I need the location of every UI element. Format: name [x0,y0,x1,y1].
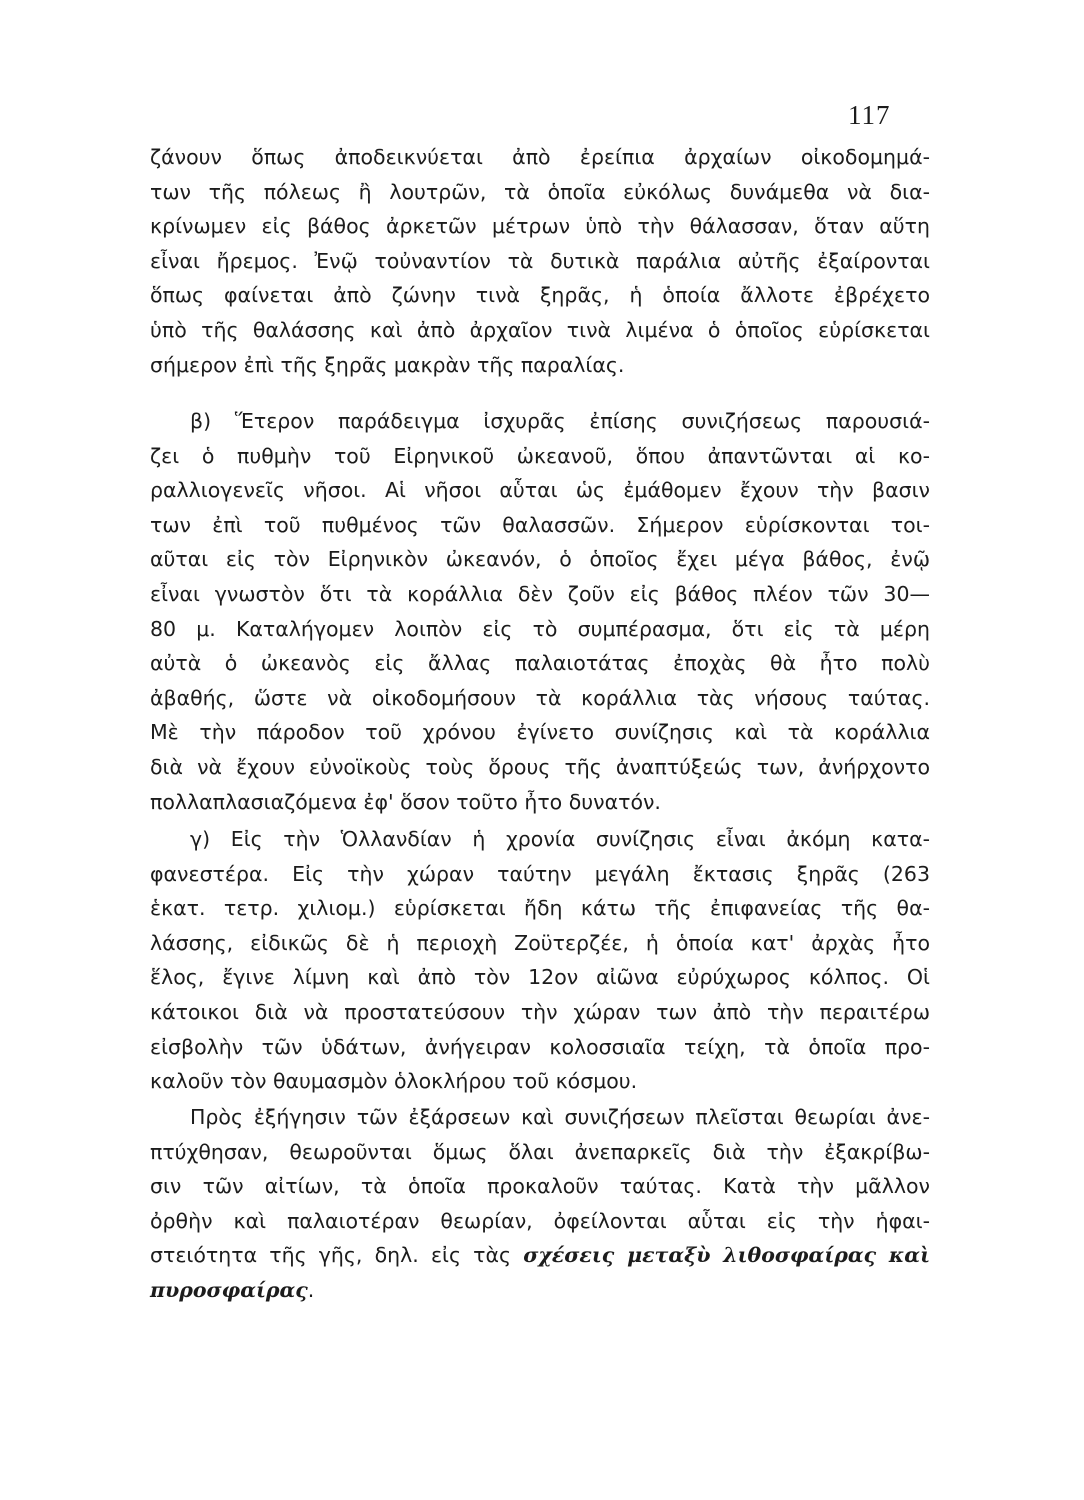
text-line: αὐτὰ ὁ ὠκεανὸς εἰς ἄλλας παλαιοτάτας ἐποχὰς θὰ ἦτο πολὺ [150,651,930,676]
text-line: σήμερον ἐπὶ τῆς ξηρᾶς μακρὰν τῆς παραλίας. [150,352,625,377]
text-line [150,1238,930,1273]
text-line [150,1273,930,1308]
text-line: των τῆς πόλεως ἢ λουτρῶν, τὰ ὁποῖα εὐκόλως δυνάμεθα νὰ δια- [150,179,930,204]
emphasized-text: πυροσφαίρας [150,1277,308,1302]
text-line: ἑκατ. τετρ. χιλιομ.) εὑρίσκεται ἤδη κάτω τῆς ἐπιφανείας τῆς θα- [150,896,930,921]
text-line: εἶναι γνωστὸν ὅτι τὰ κοράλλια δὲν ζοῦν εἰς βάθος πλέον τῶν 30— [150,581,930,606]
text-line: εἰσβολὴν τῶν ὑδάτων, ἀνήγειραν κολοσσιαῖα τείχη, τὰ ὁποῖα προ- [150,1034,930,1059]
text-line: διὰ νὰ ἔχουν εὐνοϊκοὺς τοὺς ὅρους τῆς ἀναπτύξεώς των, ἀνήρχοντο [150,754,930,779]
paragraph-2 [150,404,930,819]
text-line: αῦται εἰς τὸν Εἰρηνικὸν ὠκεανόν, ὁ ὁποῖος ἔχει μέγα βάθος, ἐνῷ [150,547,930,572]
text-line: Πρὸς ἐξήγησιν τῶν ἐξάρσεων καὶ συνιζήσεων πλεῖσται θεωρίαι ἀνε- [190,1105,930,1129]
paragraph-3 [150,822,930,1099]
text-line: β) Ἕτερον παράδειγμα ἰσχυρᾶς ἐπίσης συνιζήσεως παρουσιά- [190,409,930,433]
text-line: ζει ὁ πυθμὴν τοῦ Εἰρηνικοῦ ὠκεανοῦ, ὅπου ἀπαντῶνται αἱ κο- [150,443,930,468]
text-line: ραλλιογενεῖς νῆσοι. Αἱ νῆσοι αὗται ὡς ἐμάθομεν ἔχουν τὴν βασιν [150,478,930,503]
text-line: ζάνουν ὅπως ἀποδεικνύεται ἀπὸ ἐρείπια ἀρχαίων οἰκοδομημά- [150,145,930,169]
text-line: κάτοικοι διὰ νὰ προστατεύσουν τὴν χώραν των ἀπὸ τὴν περαιτέρω [150,999,930,1024]
text-line: σιν τῶν αἰτίων, τὰ ὁποῖα προκαλοῦν ταύτας. Κατὰ τὴν μᾶλλον [150,1174,930,1199]
text-line: εἶναι ἤρεμος. Ἐνῷ τοὐναντίον τὰ δυτικὰ παράλια αὐτῆς ἐξαίρονται [150,248,930,273]
text-line: ὑπὸ τῆς θαλάσσης καὶ ἀπὸ ἀρχαῖον τινὰ λιμένα ὁ ὁποῖος εὑρίσκεται [150,317,930,342]
text-line: πτύχθησαν, θεωροῦνται ὅμως ὅλαι ἀνεπαρκεῖς διὰ τὴν ἐξακρίβω- [150,1139,930,1164]
text-line: γ) Εἰς τὴν Ὁλλανδίαν ἡ χρονία συνίζησις εἶναι ἀκόμη κατα- [190,827,930,851]
text-line: ἕλος, ἔγινε λίμνη καὶ ἀπὸ τὸν 12ον αἰῶνα εὐρύχωρος κόλπος. Οἱ [150,965,930,990]
text-line: φανεστέρα. Εἰς τὴν χώραν ταύτην μεγάλη ἔκτασις ξηρᾶς (263 [150,861,930,886]
text-line: ἀβαθής, ὥστε νὰ οἰκοδομήσουν τὰ κοράλλια τὰς νήσους ταύτας. [150,685,930,710]
text-line: 80 μ. Καταλήγομεν λοιπὸν εἰς τὸ συμπέρασμα, ὅτι εἰς τὰ μέρη [150,616,930,641]
text-line: λάσσης, εἰδικῶς δὲ ἡ περιοχὴ Ζοϋτερζέε, ἡ ὁποία κατ' ἀρχὰς ἦτο [150,930,930,955]
emphasized-text: σχέσεις μεταξὺ λιθοσφαίρας καὶ [523,1243,930,1268]
text-line: Μὲ τὴν πάροδον τοῦ χρόνου ἐγίνετο συνίζησις καὶ τὰ κοράλλια [150,720,930,745]
paragraph-4 [150,1100,930,1308]
page-number: 117 [848,100,891,130]
paragraph-1 [150,140,930,382]
text-line: ὅπως φαίνεται ἀπὸ ζώνην τινὰ ξηρᾶς, ἡ ὁποία ἄλλοτε ἐβρέχετο [150,283,930,308]
text-line: ὀρθὴν καὶ παλαιοτέραν θεωρίαν, ὀφείλονται αὗται εἰς τὴν ἡφαι- [150,1208,930,1233]
text-line: κρίνωμεν εἰς βάθος ἀρκετῶν μέτρων ὑπὸ τὴν θάλασσαν, ὅταν αὕτη [150,214,930,239]
text-span: στειότητα τῆς γῆς, δηλ. εἰς τὰς [150,1243,512,1268]
text-line: πολλαπλασιαζόμενα ἐφ' ὅσον τοῦτο ἦτο δυνατόν. [150,789,661,814]
text-span: . [307,1277,315,1302]
text-line: των ἐπὶ τοῦ πυθμένος τῶν θαλασσῶν. Σήμερον εὑρίσκονται τοι- [150,512,930,537]
text-line: καλοῦν τὸν θαυμασμὸν ὁλοκλήρου τοῦ κόσμου. [150,1069,638,1094]
